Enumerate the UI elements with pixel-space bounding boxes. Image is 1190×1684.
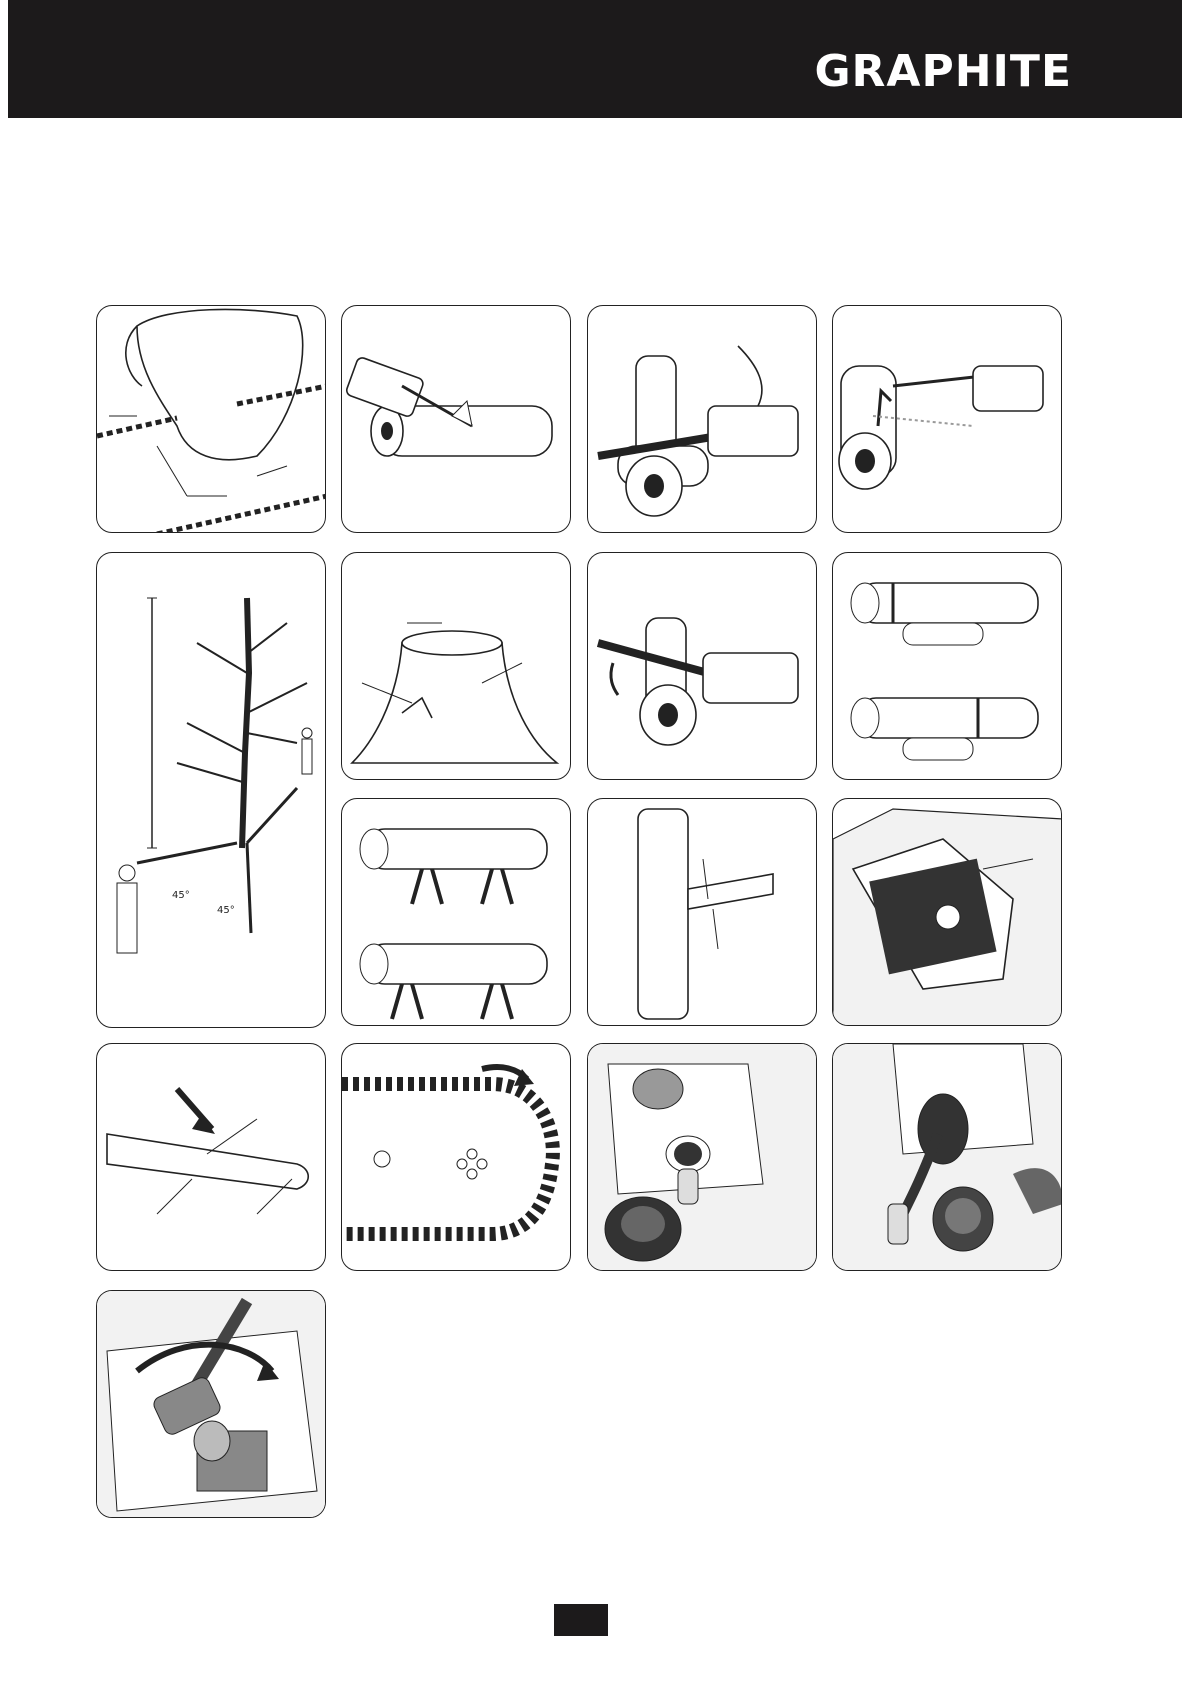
figure-air-filter xyxy=(832,798,1062,1026)
figure-spark-plug xyxy=(96,1290,326,1518)
figure-saw-chain xyxy=(341,1043,571,1271)
angle-label-left: 45° xyxy=(172,890,190,901)
figure-sawing-from-below xyxy=(587,552,817,780)
figure-chain-tension xyxy=(96,305,326,533)
figure-oil-cap xyxy=(832,1043,1062,1271)
figure-guide-bar xyxy=(96,1043,326,1271)
figure-felling-notch xyxy=(341,552,571,780)
brand-logo: GRAPHITE xyxy=(814,46,1072,97)
page-number-tab xyxy=(554,1604,608,1636)
figure-tree-felling xyxy=(96,552,326,1028)
figure-fuel-cap xyxy=(587,1043,817,1271)
angle-label-right: 45° xyxy=(217,905,235,916)
figure-log-cut-positions xyxy=(832,552,1062,780)
figure-log-on-sawhorses xyxy=(341,798,571,1026)
figure-limbing xyxy=(587,798,817,1026)
figure-cutting-log xyxy=(341,305,571,533)
figure-underside-cut xyxy=(587,305,817,533)
figure-kickback xyxy=(832,305,1062,533)
